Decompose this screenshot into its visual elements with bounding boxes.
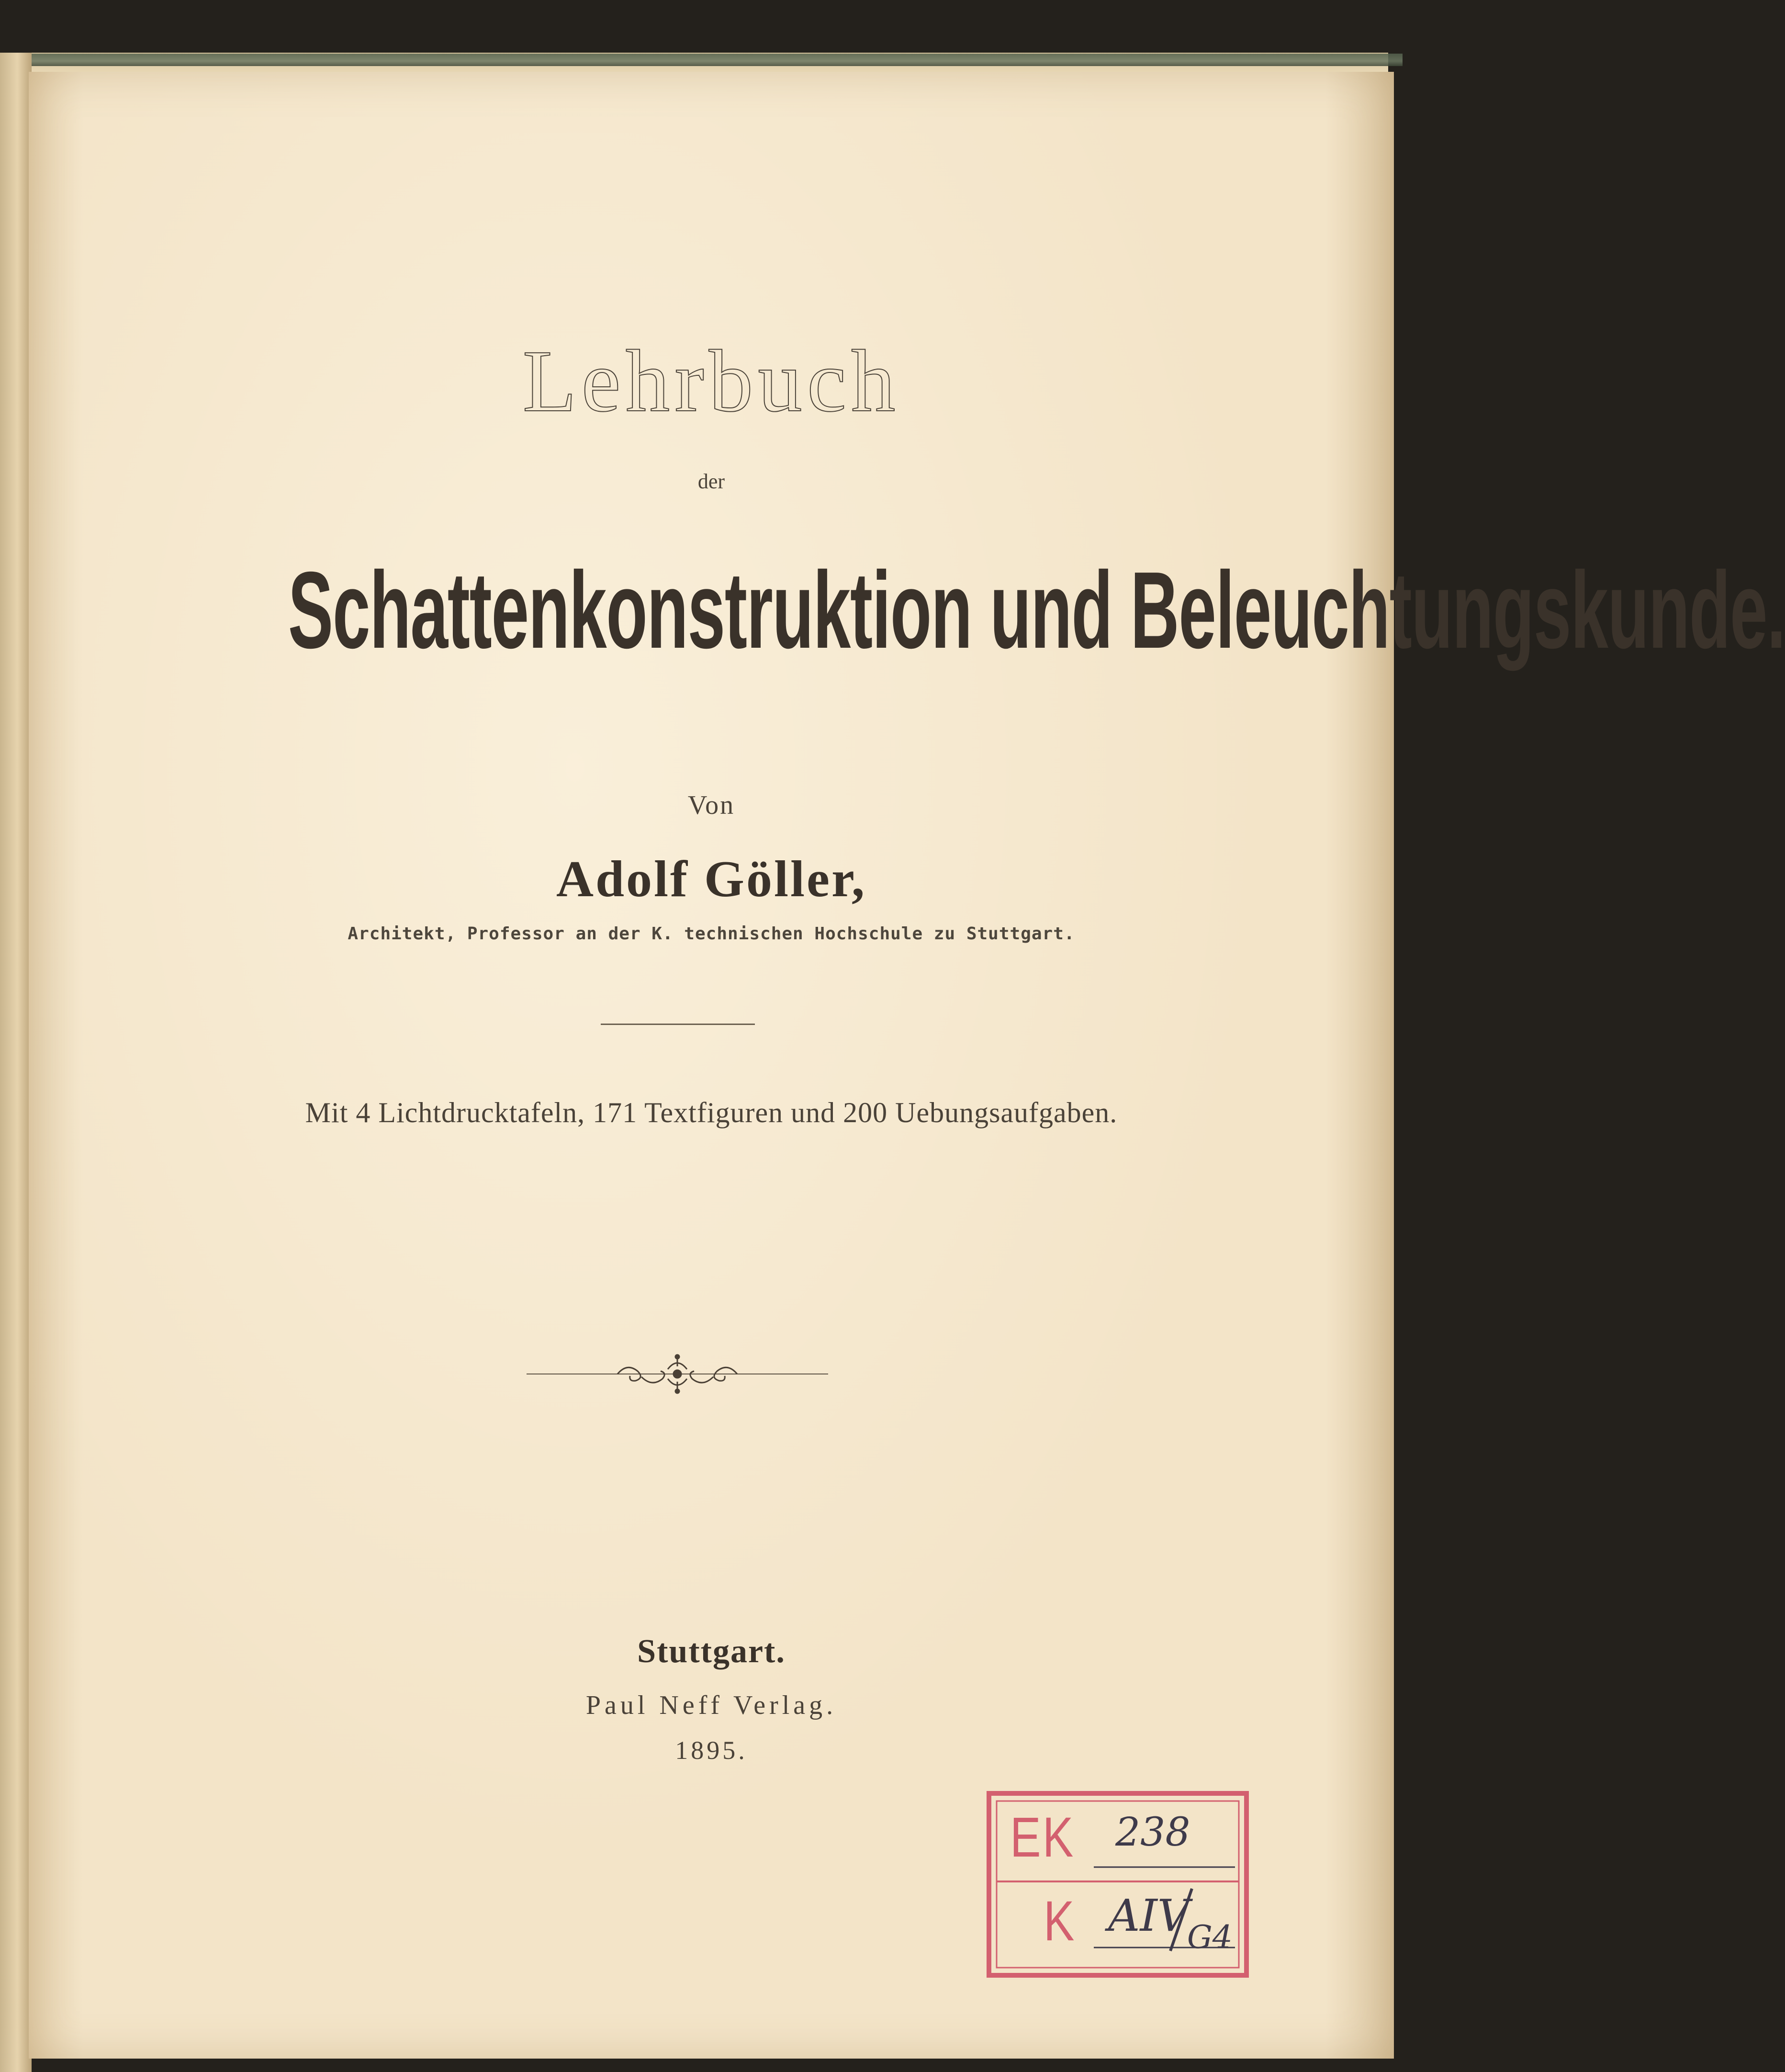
stamp-line-k: K — [1044, 1890, 1076, 1953]
stamp-handwritten-number: 238 — [1115, 1810, 1190, 1855]
stamp-shelfmark-b: G4 — [1187, 1919, 1233, 1956]
divider-rule — [601, 1024, 755, 1025]
imprint-publisher: Paul Neff Verlag. — [585, 1690, 837, 1720]
library-stamp — [986, 1790, 1249, 1978]
stamp-shelfmark-a: AIV — [1108, 1890, 1190, 1941]
byline-von: Von — [687, 790, 735, 820]
book-cover-left-edge — [0, 53, 32, 2072]
stamp-line-ek: EK — [1010, 1806, 1075, 1869]
contents-note: Mit 4 Lichtdrucktafeln, 171 Textfiguren und 200 Uebungsaufgaben. — [305, 1097, 1118, 1128]
heading-lehrbuch: Lehrbuch — [522, 332, 900, 430]
author-name: Adolf Göller, — [556, 851, 866, 908]
fleuron-ornament-icon — [527, 1355, 828, 1393]
connector-der: der — [697, 470, 725, 493]
imprint-city: Stuttgart. — [637, 1633, 786, 1670]
imprint-year: 1895. — [675, 1736, 748, 1765]
green-binding-edge — [0, 54, 1403, 66]
book-title: Schattenkonstruktion und Beleuchtungskunde. — [288, 550, 1785, 671]
author-affiliation: Architekt, Professor an der K. technischen Hochschule zu Stuttgart. — [348, 924, 1075, 944]
